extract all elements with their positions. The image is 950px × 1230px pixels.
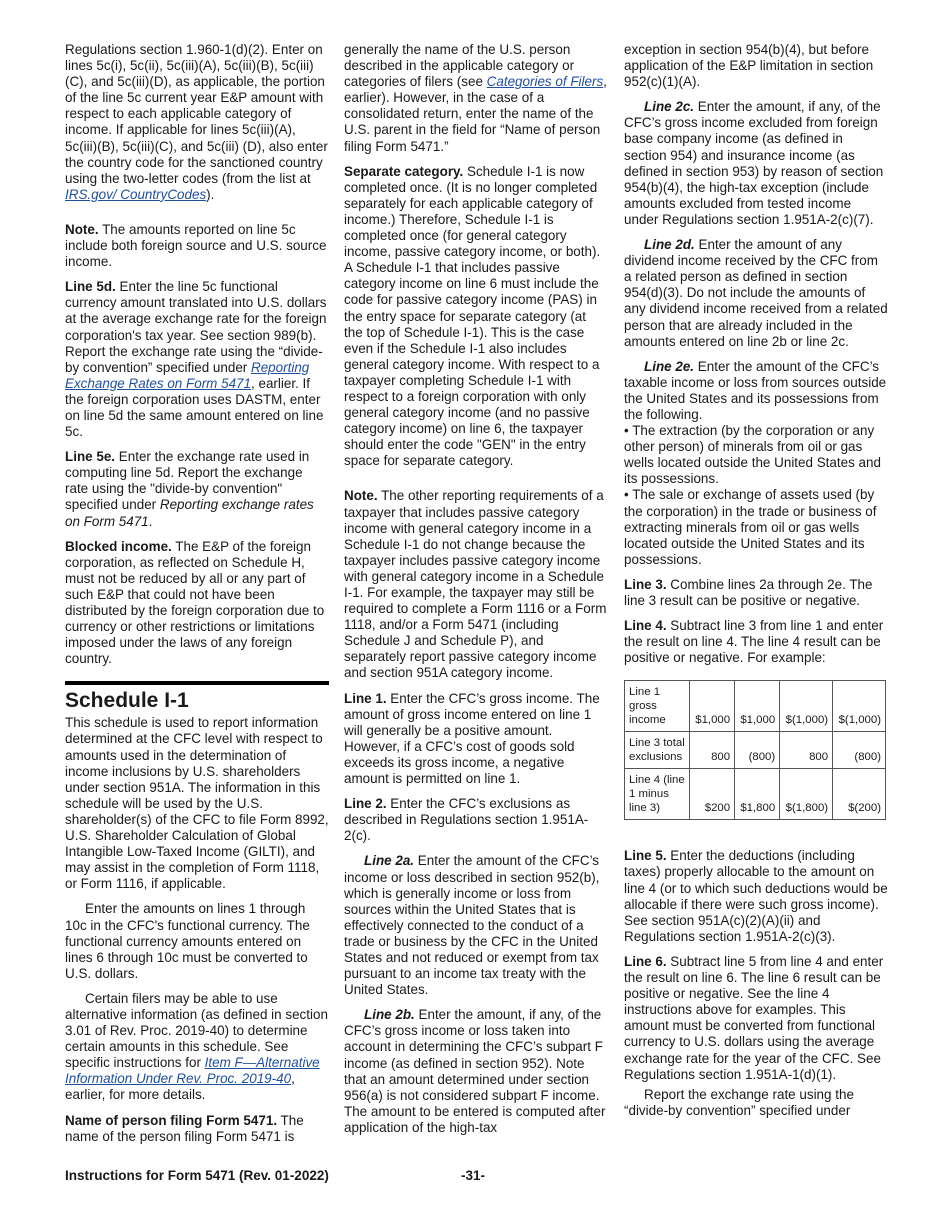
line-2e-paragraph: Line 2e. Enter the amount of the CFC’s taxable income or loss from sources outside the United States and its possessions from the following. — [624, 358, 887, 422]
name-of-person-paragraph: Name of person filing Form 5471. The name of the person filing Form 5471 is — [65, 1112, 304, 1144]
table-cell: $(200) — [833, 769, 886, 820]
line-5e-paragraph: Line 5e. Enter the exchange rate used in computing line 5d. Report the exchange rate using the "divide-by convention" specified under Reporting exchange rates on Form 5471. — [65, 449, 314, 529]
note-line-5c: Note. The amounts reported on line 5c include both foreign source and U.S. source income. — [65, 221, 327, 270]
paragraph: exception in section 954(b)(4), but before application of the E&P limitation in section 952(c)(1)(A). — [624, 42, 874, 90]
paragraph: Certain filers may be able to use alternative information (as defined in section 3.01 of Rev. Proc. 2019-40) to determine certain amounts in this schedule. See specific instructions for Item F—Alternative Information Under Rev. Proc. 2019-40, earlier, for more details. — [65, 990, 328, 1103]
table-cell: $1,800 — [735, 769, 780, 820]
row-label: Line 4 (line 1 minus line 3) — [625, 769, 690, 820]
table-cell: 800 — [780, 732, 833, 769]
line-4-paragraph: Line 4. Subtract line 3 from line 1 and enter the result on line 4. The line 4 result can be positive or negative. For example: — [624, 618, 884, 666]
table-cell: $200 — [690, 769, 735, 820]
separate-category-paragraph: Separate category. Schedule I-1 is now completed once. (It is no longer completed separately for each applicable category of income.) Therefore, Schedule I-1 is completed once (for general category income, passive category income, or both). A Schedule I-1 that includes passive category income on line 6 must include the code for passive category income (PAS) in the entry space for separate category (at the top of Schedule I-1). This is the case even if the Schedule I-1 also includes general category income. With respect to a taxpayer completing Schedule I-1 with respect to a foreign corporation with only general category income (and no passive category income) on line 6, the taxpayer should enter the code "GEN" in the entry space for separate category. — [344, 163, 601, 469]
exchange-rates-link[interactable]: Reporting Exchange Rates on Form 5471 — [65, 359, 310, 391]
paragraph: Regulations section 1.960-1(d)(2). Enter on lines 5c(i), 5c(ii), 5c(iii)(A), 5c(iii)(B), 5c(iii)(C), and 5c(iii)(D), as applicable, the portion of the line 5c current year E&P amount with respect to each applicable category of income. If applicable for lines 5c(iii)(A), 5c(iii)(B), 5c(iii)(C), and 5c(iii) (D), also enter the country code for the sanctioned country using the two-letter codes (from the list at IRS.gov/ CountryCodes). — [65, 42, 328, 202]
line-4-example-table — [624, 680, 886, 820]
line-2d-paragraph: Line 2d. Enter the amount of any dividend income received by the CFC from a related person as defined in section 954(d)(3). Do not include the amounts of any dividend income received from a related person that are already included in the amounts entered on line 2b or line 2c. — [624, 237, 888, 349]
column-1 — [65, 42, 329, 1154]
table-cell: (800) — [735, 732, 780, 769]
table-cell: $1,000 — [735, 681, 780, 732]
paragraph: Report the exchange rate using the “divide-by convention” specified under — [624, 1086, 854, 1118]
column-2 — [344, 42, 608, 1145]
bullet-item: • The sale or exchange of assets used (by the corporation) in the trade or business of extracting minerals from oil or gas wells located outside the United States and its possessions. — [624, 487, 877, 567]
line-2b-paragraph: Line 2b. Enter the amount, if any, of the CFC’s gross income or loss taken into account in determining the CFC’s subpart F income (as defined in section 952). Note that an amount determined under section 956(a) is not considered subpart F income. The amount to be entered is computed after application of the high-tax — [344, 1007, 606, 1135]
table-cell: $(1,000) — [833, 681, 886, 732]
line-2a-paragraph: Line 2a. Enter the amount of the CFC’s income or loss described in section 952(b), which is generally income or loss from sources within the United States that is effectively connected to the conduct of a trade or business by the CFC in the United States and not reduced or exempt from tax pursuant to an income tax treaty with the United States. — [344, 853, 600, 998]
line-2-paragraph: Line 2. Enter the CFC’s exclusions as described in Regulations section 1.951A-2(c). — [344, 796, 589, 844]
line-1-paragraph: Line 1. Enter the CFC’s gross income. The amount of gross income entered on line 1 will generally be a positive amount. However, if a CFC’s cost of goods sold exceeds its gross income, a negative amount is permitted on line 1. — [344, 690, 600, 787]
row-label: Line 3 total exclusions — [625, 732, 690, 769]
line-3-paragraph: Line 3. Combine lines 2a through 2e. The line 3 result can be positive or negative. — [624, 576, 873, 608]
column-3 — [624, 42, 888, 1128]
table-cell: (800) — [833, 732, 886, 769]
line-5-paragraph: Line 5. Enter the deductions (including taxes) properly allocable to the amount on line 4 (or to which such deductions would be allocable if there were such gross income). See section 951A(c)(2)(A)(ii) and Regulations section 1.951A-2(c)(3). — [624, 848, 888, 944]
table-row — [625, 769, 886, 820]
item-f-link[interactable]: Item F—Alternative Information Under Rev. Proc. 2019-40 — [65, 1055, 320, 1087]
section-divider — [65, 681, 329, 713]
line-5d-paragraph: Line 5d. Enter the line 5c functional currency amount translated into U.S. dollars at the average exchange rate for the foreign corporation's tax year. See section 989(b). Report the exchange rate using the “divide-by convention” specified under Reporting Exchange Rates on Form 5471, earlier. If the foreign corporation uses DASTM, enter on line 5d the same amount entered on line 5c. — [65, 279, 327, 440]
line-6-paragraph: Line 6. Subtract line 5 from line 4 and enter the result on line 6. The line 6 result can be positive or negative. See the line 4 instructions above for examples. This amount must be converted from functional currency to U.S. dollars using the average exchange rate for the year of the CFC. See Regulations section 1.951A-1(d)(1). — [624, 953, 884, 1082]
table-cell: 800 — [690, 732, 735, 769]
bullet-item: • The extraction (by the corporation or any other person) of minerals from oil or gas wells located outside the United States and its possessions. — [624, 423, 881, 487]
country-codes-link[interactable]: IRS.gov/ CountryCodes — [65, 186, 207, 202]
footer-form-title: Instructions for Form 5471 (Rev. 01-2022) — [65, 1168, 329, 1183]
table-cell: $1,000 — [690, 681, 735, 732]
table-cell: $(1,000) — [780, 681, 833, 732]
table-cell: $(1,800) — [780, 769, 833, 820]
row-label: Line 1 gross income — [625, 681, 690, 732]
paragraph: Enter the amounts on lines 1 through 10c in the CFC's functional currency. The functional currency amounts entered on lines 6 through 10c must be converted to U.S. dollars. — [65, 901, 310, 981]
paragraph: This schedule is used to report information determined at the CFC level with respect to amounts used in the determination of income inclusions by U.S. shareholders under section 951A. The information in this schedule will be used by the U.S. shareholder(s) of the CFC to file Form 8992, U.S. Shareholder Calculation of Global Intangible Low-Taxed Income (GILTI), and may assist in the completion of Form 1118, or Form 1116, if applicable. — [65, 715, 329, 892]
blocked-income-paragraph: Blocked income. The E&P of the foreign corporation, as reflected on Schedule H, must not be reduced by all or any part of such E&P that could not have been distributed by the foreign corporation due to currency or other restrictions or limitations imposed under the laws of any foreign country. — [65, 538, 325, 667]
paragraph: generally the name of the U.S. person described in the applicable category or categories of filers (see Categories of Filers, earlier). However, in the case of a consolidated return, enter the name of the U.S. parent in the field for “Name of person filing Form 5471.” — [344, 42, 607, 154]
section-title: Schedule I-1 — [65, 689, 189, 713]
page-number: -31- — [461, 1168, 486, 1183]
table-row — [625, 732, 886, 769]
table-row — [625, 681, 886, 732]
categories-of-filers-link[interactable]: Categories of Filers — [486, 74, 604, 90]
line-2c-paragraph: Line 2c. Enter the amount, if any, of the CFC’s gross income excluded from foreign base company income (as defined in section 954) and insurance income (as defined in section 953) by reason of section 954(b)(4), the high-tax exception (include amounts excluded from tested income under Regulations section 1.951A-2(c)(7). — [624, 99, 884, 227]
note-paragraph: Note. The other reporting requirements of a taxpayer that includes passive category income with general category income in a Schedule I-1 do not change because the taxpayer includes passive category income with general category income in a Schedule I-1. For example, the taxpayer may still be required to complete a Form 1116 or a Form 1118, and/or a Form 5471 (including Schedule J and Schedule P), and separately report passive category income and section 951A category income. — [344, 488, 607, 681]
